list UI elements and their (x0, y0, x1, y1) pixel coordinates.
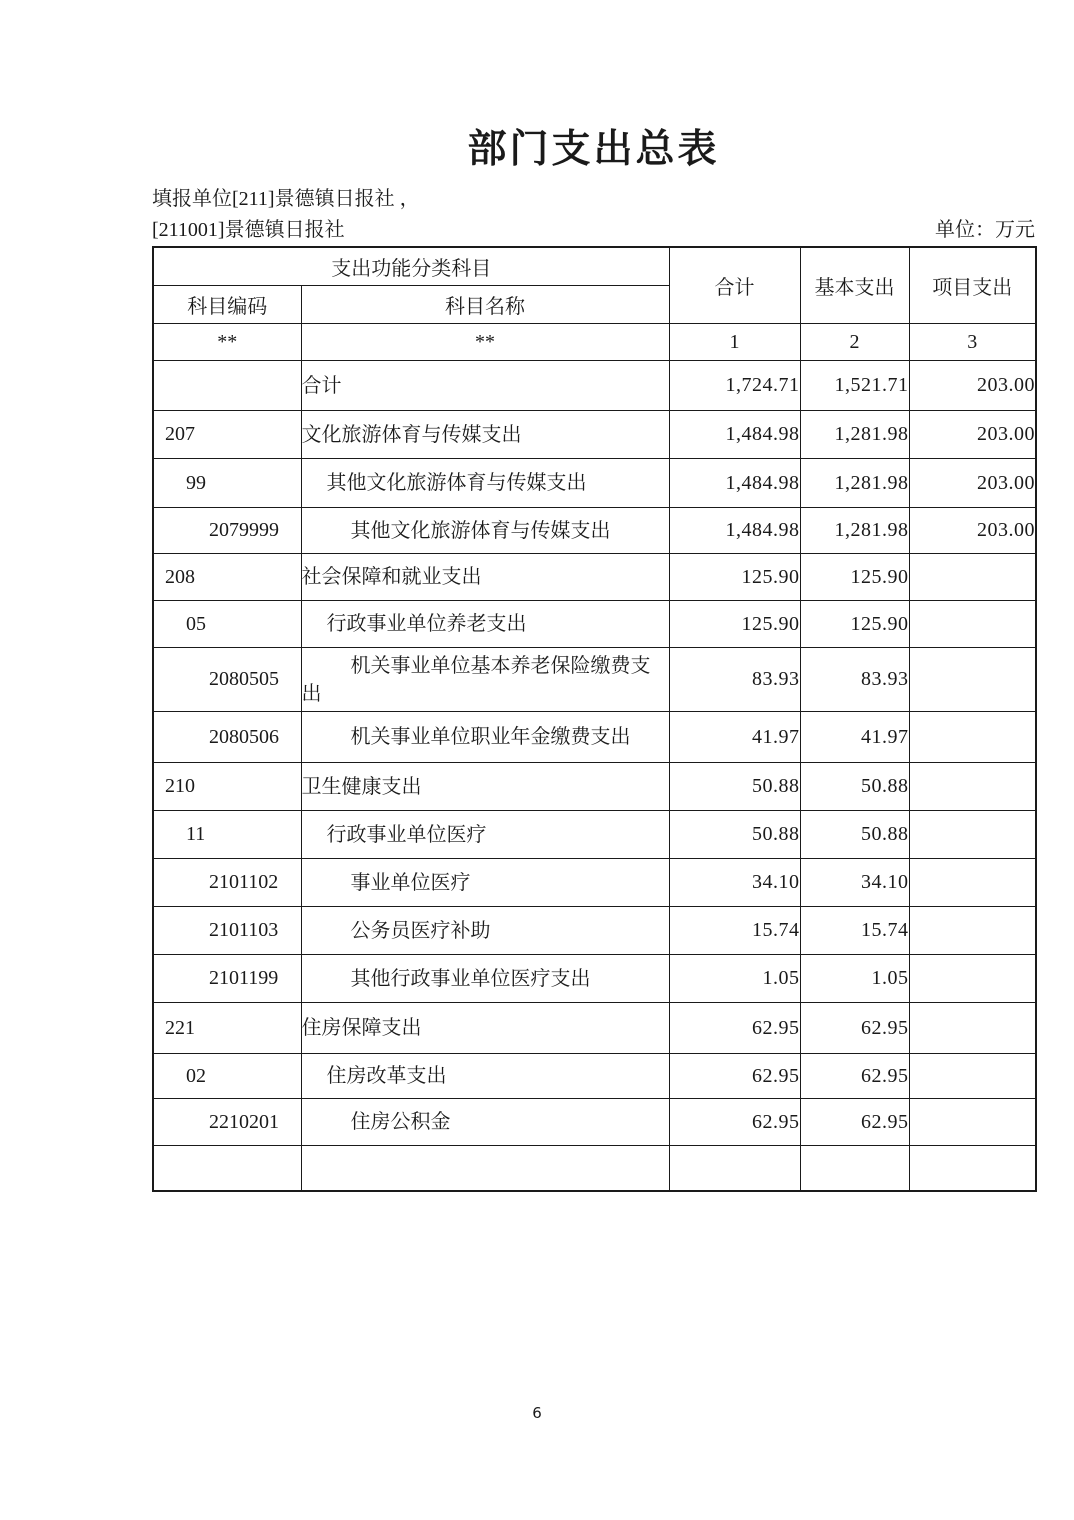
basic-value-cell: 62.95 (800, 1003, 909, 1054)
subject-name-cell: 文化旅游体育与传媒支出 (301, 411, 669, 459)
project-value-cell: 203.00 (909, 459, 1036, 508)
project-value-cell: 203.00 (909, 411, 1036, 459)
project-value-cell (909, 712, 1036, 763)
document-content (152, 128, 1035, 1192)
subject-name-cell: 住房改革支出 (301, 1054, 669, 1099)
table-body (153, 361, 1036, 1191)
basic-value-cell: 50.88 (800, 763, 909, 811)
subject-code-cell: 2080506 (153, 712, 301, 763)
table-row (153, 1003, 1036, 1054)
header-subject-code: 科目编码 (153, 286, 301, 324)
project-value-cell (909, 1054, 1036, 1099)
project-value-cell (909, 907, 1036, 955)
basic-value-cell: 50.88 (800, 811, 909, 859)
column-index-basic: 2 (800, 324, 909, 361)
subject-name-cell: 其他行政事业单位医疗支出 (301, 955, 669, 1003)
total-value-cell: 41.97 (669, 712, 800, 763)
table-row (153, 1146, 1036, 1191)
subject-name-cell: 事业单位医疗 (301, 859, 669, 907)
table-row (153, 712, 1036, 763)
total-value-cell: 34.10 (669, 859, 800, 907)
total-value-cell: 62.95 (669, 1003, 800, 1054)
project-value-cell (909, 648, 1036, 712)
subject-code-cell: 2101103 (153, 907, 301, 955)
subject-name-cell: 公务员医疗补助 (301, 907, 669, 955)
project-value-cell: 203.00 (909, 508, 1036, 554)
header-row-1 (153, 247, 1036, 286)
table-row (153, 601, 1036, 648)
subject-code-cell (153, 361, 301, 411)
project-value-cell (909, 1146, 1036, 1191)
basic-value-cell: 41.97 (800, 712, 909, 763)
basic-value-cell: 34.10 (800, 859, 909, 907)
basic-value-cell: 125.90 (800, 601, 909, 648)
table-row (153, 554, 1036, 601)
subject-code-cell: 2079999 (153, 508, 301, 554)
project-value-cell (909, 811, 1036, 859)
basic-value-cell: 62.95 (800, 1054, 909, 1099)
table-row (153, 955, 1036, 1003)
total-value-cell: 1,484.98 (669, 459, 800, 508)
subject-name-cell: 行政事业单位养老支出 (301, 601, 669, 648)
total-value-cell: 125.90 (669, 554, 800, 601)
total-value-cell: 83.93 (669, 648, 800, 712)
filer-subunit-line: [211001]景德镇日报社 (152, 218, 345, 241)
stars-code-cell: ** (153, 324, 301, 361)
subject-code-cell: 207 (153, 411, 301, 459)
page-title: 部门支出总表 (467, 128, 720, 171)
basic-value-cell: 1.05 (800, 955, 909, 1003)
total-value-cell: 125.90 (669, 601, 800, 648)
table-row (153, 361, 1036, 411)
subject-code-cell (153, 1146, 301, 1191)
subject-code-cell: 02 (153, 1054, 301, 1099)
basic-value-cell: 125.90 (800, 554, 909, 601)
total-value-cell: 15.74 (669, 907, 800, 955)
unit-label: 单位：万元 (935, 218, 1035, 241)
subject-name-cell: 社会保障和就业支出 (301, 554, 669, 601)
header-basic-expenditure: 基本支出 (800, 247, 909, 324)
table-row (153, 907, 1036, 955)
subject-code-cell: 2101199 (153, 955, 301, 1003)
table-row (153, 859, 1036, 907)
basic-value-cell: 1,521.71 (800, 361, 909, 411)
subject-name-cell: 行政事业单位医疗 (301, 811, 669, 859)
table-row (153, 459, 1036, 508)
total-value-cell: 1,484.98 (669, 411, 800, 459)
table-header (153, 247, 1036, 361)
total-value-cell: 1,724.71 (669, 361, 800, 411)
stars-name-cell: ** (301, 324, 669, 361)
project-value-cell (909, 1003, 1036, 1054)
subject-name-cell (301, 1146, 669, 1191)
basic-value-cell: 83.93 (800, 648, 909, 712)
subject-code-cell: 99 (153, 459, 301, 508)
table-row (153, 648, 1036, 712)
subject-code-cell: 2101102 (153, 859, 301, 907)
total-value-cell: 1,484.98 (669, 508, 800, 554)
meta-row (152, 217, 1035, 243)
total-value-cell: 62.95 (669, 1099, 800, 1146)
subject-code-cell: 210 (153, 763, 301, 811)
subject-name-cell: 卫生健康支出 (301, 763, 669, 811)
subject-code-cell: 05 (153, 601, 301, 648)
project-value-cell (909, 601, 1036, 648)
subject-name-cell: 机关事业单位职业年金缴费支出 (301, 712, 669, 763)
project-value-cell (909, 1099, 1036, 1146)
subject-name-cell: 合计 (301, 361, 669, 411)
basic-value-cell: 62.95 (800, 1099, 909, 1146)
total-value-cell: 62.95 (669, 1054, 800, 1099)
table-row (153, 508, 1036, 554)
table-row (153, 411, 1036, 459)
project-value-cell (909, 554, 1036, 601)
basic-value-cell: 1,281.98 (800, 508, 909, 554)
column-index-total: 1 (669, 324, 800, 361)
subject-code-cell: 221 (153, 1003, 301, 1054)
subject-code-cell: 2080505 (153, 648, 301, 712)
basic-value-cell: 1,281.98 (800, 459, 909, 508)
subject-name-cell: 住房保障支出 (301, 1003, 669, 1054)
total-value-cell: 1.05 (669, 955, 800, 1003)
header-total: 合计 (669, 247, 800, 324)
table-row (153, 1099, 1036, 1146)
subject-name-cell: 住房公积金 (301, 1099, 669, 1146)
table-row (153, 763, 1036, 811)
table-row (153, 1054, 1036, 1099)
subject-name-cell: 其他文化旅游体育与传媒支出 (301, 459, 669, 508)
subject-name-cell: 机关事业单位基本养老保险缴费支出 (301, 648, 669, 712)
page-number: 6 (532, 1404, 542, 1422)
subject-code-cell: 2210201 (153, 1099, 301, 1146)
basic-value-cell: 15.74 (800, 907, 909, 955)
subject-name-cell: 其他文化旅游体育与传媒支出 (301, 508, 669, 554)
header-function-classification: 支出功能分类科目 (153, 247, 669, 286)
project-value-cell (909, 859, 1036, 907)
total-value-cell: 50.88 (669, 763, 800, 811)
basic-value-cell: 1,281.98 (800, 411, 909, 459)
project-value-cell: 203.00 (909, 361, 1036, 411)
basic-value-cell (800, 1146, 909, 1191)
subject-code-cell: 11 (153, 811, 301, 859)
subject-code-cell: 208 (153, 554, 301, 601)
project-value-cell (909, 955, 1036, 1003)
table-row (153, 811, 1036, 859)
column-index-project: 3 (909, 324, 1036, 361)
expenditure-table (152, 246, 1037, 1192)
total-value-cell (669, 1146, 800, 1191)
header-project-expenditure: 项目支出 (909, 247, 1036, 324)
project-value-cell (909, 763, 1036, 811)
total-value-cell: 50.88 (669, 811, 800, 859)
filer-unit-line: 填报单位[211]景德镇日报社 ， (152, 187, 420, 210)
header-subject-name: 科目名称 (301, 286, 669, 324)
header-row-stars (153, 324, 1036, 361)
